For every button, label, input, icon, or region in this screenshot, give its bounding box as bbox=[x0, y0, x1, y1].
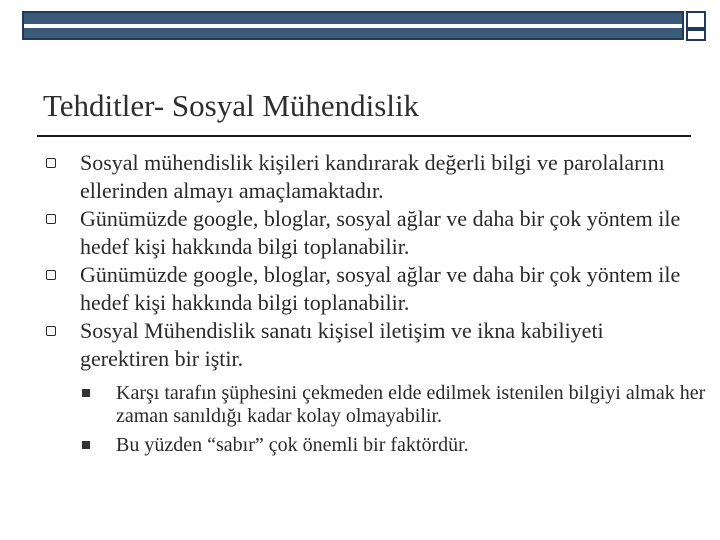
title-divider bbox=[37, 135, 691, 137]
bullet-list bbox=[42, 149, 706, 457]
bullet-item bbox=[42, 205, 685, 261]
sub-bullet-text: Karşı tarafın şüphesini çekmeden elde edilmek istenilen bilgiyi almak her zaman sanıldığı kadar kolay olmayabilir. bbox=[116, 382, 706, 427]
sub-bullet-list bbox=[42, 382, 706, 457]
hollow-square-bullet-icon bbox=[46, 158, 56, 168]
bullet-item bbox=[42, 149, 685, 205]
slide-title: Tehditler- Sosyal Mühendislik bbox=[43, 88, 420, 123]
header-band bbox=[22, 11, 684, 40]
hollow-square-bullet-icon bbox=[46, 214, 56, 224]
filled-square-bullet-icon bbox=[82, 441, 90, 449]
bullet-text: Günümüzde google, bloglar, sosyal ağlar ve daha bir çok yöntem ile hedef kişi hakkında bilgi toplanabilir. bbox=[80, 262, 681, 315]
bullet-text: Sosyal mühendislik kişileri kandırarak değerli bilgi ve parolalarını ellerinden almayı amaçlamaktadır. bbox=[80, 150, 665, 203]
corner-square-bottom bbox=[686, 29, 706, 41]
sub-bullet-item bbox=[42, 382, 706, 428]
bullet-text: Sosyal Mühendislik sanatı kişisel iletişim ve ikna kabiliyeti gerektiren bir iştir. bbox=[80, 318, 604, 371]
filled-square-bullet-icon bbox=[82, 389, 90, 397]
bullet-item bbox=[42, 261, 685, 317]
bullet-item bbox=[42, 317, 685, 373]
hollow-square-bullet-icon bbox=[46, 270, 56, 280]
corner-square-top bbox=[686, 11, 706, 29]
header-band-stripe bbox=[24, 24, 682, 28]
sub-bullet-item bbox=[42, 434, 706, 457]
bullet-text: Günümüzde google, bloglar, sosyal ağlar ve daha bir çok yöntem ile hedef kişi hakkında bilgi toplanabilir. bbox=[80, 206, 681, 259]
hollow-square-bullet-icon bbox=[46, 326, 56, 336]
sub-bullet-text: Bu yüzden “sabır” çok önemli bir faktördür. bbox=[116, 434, 469, 456]
